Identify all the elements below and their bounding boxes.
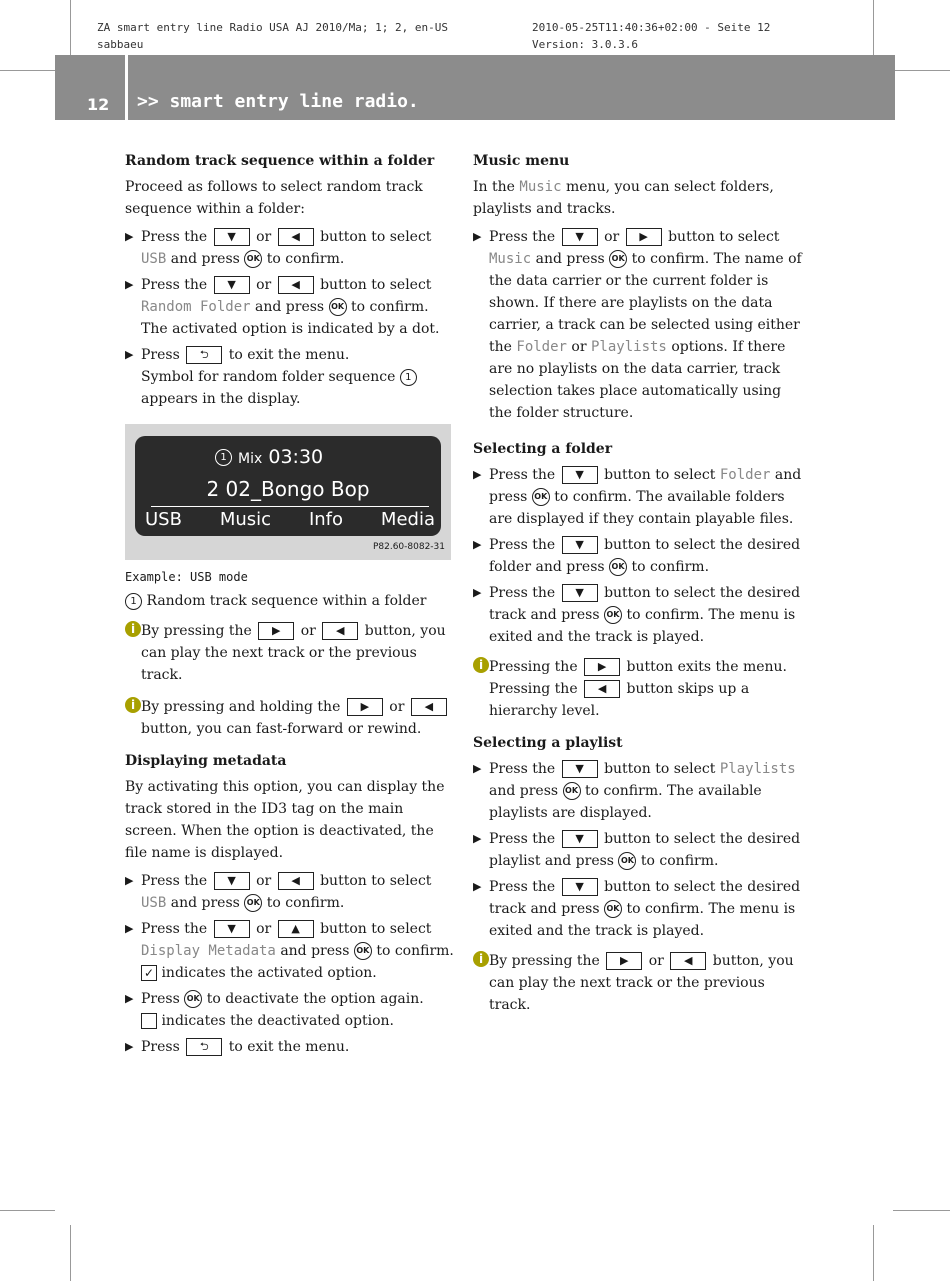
ok-button-icon: OK [604,606,622,624]
display-text-playlists: Playlists [591,339,667,355]
right-button-icon: ▶ [258,622,294,640]
ok-button-icon: OK [532,488,550,506]
bullet-icon: ▶ [125,230,134,243]
down-button-icon: ▼ [562,466,598,484]
figure-code: P82.60-8082-31 [372,542,445,552]
step-item: ▶ Press the ▼ or ◀ button to select USB and press OK to confirm. [125,870,455,914]
display-text-music: Music [489,251,532,267]
display-text-metadata: Display Metadata [141,943,276,959]
bullet-icon: ▶ [473,586,482,599]
bullet-icon: ▶ [125,874,134,887]
bullet-icon: ▶ [473,880,482,893]
ok-button-icon: OK [329,298,347,316]
info-note: i Pressing the ▶ button exits the menu. Pressing the ◀ button skips up a hierarchy level. [473,656,803,722]
crop-mark [873,1225,874,1281]
left-button-icon: ◀ [670,952,706,970]
doc-author: sabbaeu [97,38,144,51]
callout-1-icon: 1 [215,449,232,466]
info-icon: i [125,697,141,713]
ok-button-icon: OK [354,942,372,960]
radio-display [135,436,441,536]
info-icon: i [473,951,489,967]
down-button-icon: ▼ [562,830,598,848]
bullet-icon: ▶ [125,278,134,291]
heading-select-folder: Selecting a folder [473,441,613,457]
mix-indicator: Mix [238,451,263,467]
crop-mark [70,1225,71,1281]
ok-button-icon: OK [609,558,627,576]
down-button-icon: ▼ [562,760,598,778]
step-note: The activated option is indicated by a dot. [141,321,440,337]
right-button-icon: ▶ [347,698,383,716]
page-number: 12 [87,95,110,114]
header-separator [125,55,128,120]
doc-version: Version: 3.0.3.6 [532,38,638,51]
bullet-icon: ▶ [473,832,482,845]
crop-mark [893,1210,950,1211]
step-item: ▶ Press the ▼ button to select the desired track and press OK to confirm. The menu is exited and the track is played. [473,876,803,942]
left-button-icon: ◀ [584,680,620,698]
bullet-icon: ▶ [125,1040,134,1053]
step-item: ▶ Press the ▼ button to select the desired playlist and press OK to confirm. [473,828,803,872]
menu-music: Music [219,509,272,530]
right-button-icon: ▶ [584,658,620,676]
display-text-music: Music [519,179,562,195]
doc-meta-left [97,19,448,53]
bullet-icon: ▶ [473,468,482,481]
left-column [125,150,455,1062]
bullet-icon: ▶ [473,762,482,775]
caption-item: 1 Random track sequence within a folder [125,590,455,612]
checkbox-empty-icon [141,1013,157,1029]
down-button-icon: ▼ [562,584,598,602]
step-item: ▶ Press OK to deactivate the option again. indicates the deactivated option. [125,988,455,1032]
info-note: i By pressing the ▶ or ◀ button, you can play the next track or the previous track. [473,950,803,1016]
bullet-icon: ▶ [125,992,134,1005]
display-divider [151,506,429,507]
crop-mark [873,0,874,55]
bullet-icon: ▶ [473,230,482,243]
left-button-icon: ◀ [278,872,314,890]
display-text-random-folder: Random Folder [141,299,251,315]
down-button-icon: ▼ [562,228,598,246]
bullet-icon: ▶ [125,348,134,361]
page-header-band [55,55,895,120]
down-button-icon: ▼ [214,920,250,938]
step-item: ▶ Press the ▼ or ▶ button to select Music and press OK to confirm. The name of the data carrier or the current folder is shown. If there are playlists on the data carrier, a track can be selected using either the Folder or Playlists options. If there are no playlists on the data carrier, track selection takes place automatically using the folder structure. [473,226,803,424]
doc-timestamp: 2010-05-25T11:40:36+02:00 - Seite 12 [532,21,771,34]
step-item: ▶ Press the ▼ or ◀ button to select Random Folder and press OK to confirm. The activated option is indicated by a dot. [125,274,455,340]
info-note: i By pressing the ▶ or ◀ button, you can play the next track or the previous track. [125,620,455,686]
ok-button-icon: OK [244,894,262,912]
crop-mark [0,1210,55,1211]
callout-1-icon: 1 [125,593,142,610]
track-title: 2 02_Bongo Bop [206,477,370,501]
display-text-usb: USB [141,251,167,267]
display-text-playlists: Playlists [719,761,796,777]
info-icon: i [125,621,141,637]
down-button-icon: ▼ [214,276,250,294]
left-button-icon: ◀ [411,698,447,716]
left-button-icon: ◀ [278,276,314,294]
down-button-icon: ▼ [214,872,250,890]
display-text-folder: Folder [516,339,567,355]
down-button-icon: ▼ [562,536,598,554]
crop-mark [0,70,55,71]
bullet-icon: ▶ [125,922,134,935]
step-item: ▶ Press the ▼ button to select Folder and press OK to confirm. The available folders are displayed if they contain playable files. [473,464,803,530]
right-button-icon: ▶ [606,952,642,970]
bullet-icon: ▶ [473,538,482,551]
checkbox-checked-icon: ✓ [141,965,157,981]
info-icon: i [473,657,489,673]
crop-mark [893,70,950,71]
step-item: ▶ Press the ▼ or ◀ button to select USB and press OK to confirm. [125,226,455,270]
paragraph-random-intro: Proceed as follows to select random track sequence within a folder: [125,179,423,217]
step-item: ▶ Press the ▼ button to select the desired track and press OK to confirm. The menu is exited and the track is played. [473,582,803,648]
back-button-icon: ⮌ [186,346,222,364]
step-item: ▶ Press ⮌ to exit the menu. [125,1036,455,1058]
ok-button-icon: OK [244,250,262,268]
up-button-icon: ▲ [278,920,314,938]
ok-button-icon: OK [609,250,627,268]
heading-metadata: Displaying metadata [125,753,287,769]
heading-random-track: Random track sequence within a folder [125,153,435,169]
display-status-line [215,446,323,470]
doc-meta-right [532,19,770,53]
paragraph-music: In the Music menu, you can select folders, playlists and tracks. [473,179,774,217]
step-item: ▶ Press the ▼ button to select Playlists and press OK to confirm. The available playlists are displayed. [473,758,803,824]
left-button-icon: ◀ [322,622,358,640]
down-button-icon: ▼ [562,878,598,896]
display-text-folder: Folder [719,467,771,483]
menu-media: Media [380,509,435,530]
figure-caption: Example: USB mode [125,570,248,584]
callout-1-icon: 1 [400,369,417,386]
down-button-icon: ▼ [214,228,250,246]
ok-button-icon: OK [563,782,581,800]
display-figure [125,424,451,560]
menu-usb: USB [145,509,182,530]
doc-id: ZA smart entry line Radio USA AJ 2010/Ma; 1; 2, en-US [97,21,448,34]
step-item: ▶ Press ⮌ to exit the menu. Symbol for random folder sequence 1 appears in the display. [125,344,455,410]
right-button-icon: ▶ [626,228,662,246]
track-time: 03:30 [268,446,324,468]
ok-button-icon: OK [618,852,636,870]
paragraph-metadata: By activating this option, you can display the track stored in the ID3 tag on the main screen. When the option is deactivated, the file name is displayed. [125,779,445,861]
step-item: ▶ Press the ▼ or ▲ button to select Display Metadata and press OK to confirm. ✓ indicates the activated option. [125,918,455,984]
step-item: ▶ Press the ▼ button to select the desired folder and press OK to confirm. [473,534,803,578]
heading-select-playlist: Selecting a playlist [473,735,623,751]
page-title: >> smart entry line radio. [137,91,419,112]
back-button-icon: ⮌ [186,1038,222,1056]
left-button-icon: ◀ [278,228,314,246]
info-note: i By pressing and holding the ▶ or ◀ button, you can fast-forward or rewind. [125,696,455,740]
ok-button-icon: OK [184,990,202,1008]
ok-button-icon: OK [604,900,622,918]
heading-music-menu: Music menu [473,153,570,169]
menu-info: Info [308,509,344,530]
crop-mark [70,0,71,55]
display-menu-bar [145,509,435,531]
right-column [473,150,803,1026]
display-text-usb: USB [141,895,167,911]
